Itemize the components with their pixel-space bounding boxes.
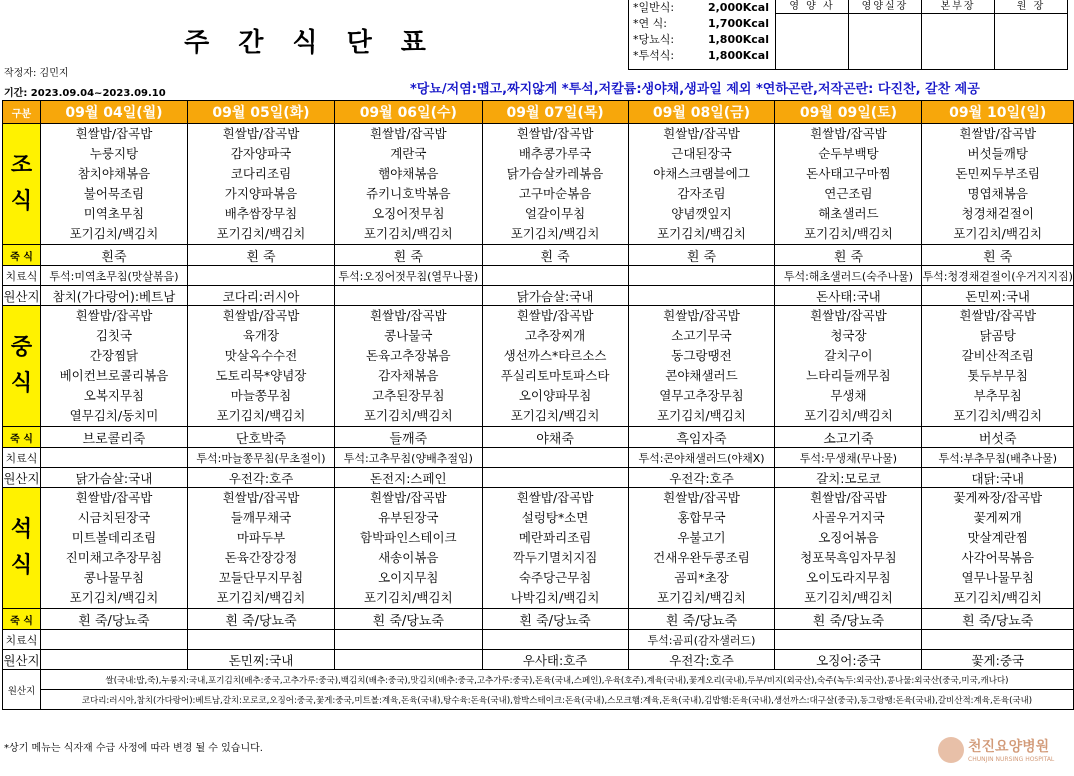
meal-row <box>3 306 1074 427</box>
author: 작정자: 김민지 <box>4 68 69 79</box>
menu-item: 흰쌀밥/잡곡밥 <box>516 308 594 323</box>
chiryo-row-cell: 투석:해초샐러드(숙주나물) <box>775 266 922 286</box>
menu-item: 배추콩가루국 <box>518 146 592 161</box>
menu-cell <box>482 124 628 245</box>
kcal-box <box>628 0 776 70</box>
menu-item: 버섯들깨탕 <box>967 146 1028 161</box>
wonsanji-row-cell: 닭가슴살:국내 <box>482 286 628 306</box>
menu-item: 도토리묵*양념장 <box>215 368 307 383</box>
menu-cell <box>922 124 1074 245</box>
origin-label: 원산지 <box>3 670 41 710</box>
menu-item: 꽃게찌개 <box>973 510 1022 525</box>
day-header: 09월 08일(금) <box>628 101 775 124</box>
wonsanji-row-label: 원산지 <box>3 468 41 488</box>
menu-item: 오이지무침 <box>378 570 439 585</box>
menu-cell <box>482 488 628 609</box>
menu-item: 흰쌀밥/잡곡밥 <box>663 490 740 505</box>
chiryo-row-cell: 투석:마늘쫑무침(무초절이) <box>187 448 334 468</box>
menu-item: 맛살옥수수전 <box>224 348 298 363</box>
origin-row <box>3 690 1074 710</box>
menu-item: 열무나물무침 <box>961 570 1034 585</box>
menu-item: 흰쌀밥/잡곡밥 <box>369 490 447 505</box>
juk-row-cell: 단호박죽 <box>187 427 334 448</box>
chiryo-row <box>3 630 1074 650</box>
juk-row-label: 죽 식 <box>3 427 41 448</box>
menu-item: 육개장 <box>242 328 280 343</box>
menu-item: 포기김치/백김치 <box>69 590 159 605</box>
chiryo-row-cell <box>40 448 187 468</box>
juk-row-cell: 브로콜리죽 <box>40 427 187 448</box>
wonsanji-row-cell: 오징어:중국 <box>775 650 922 670</box>
meal-label: 중 식 <box>3 306 41 427</box>
menu-item: 코다리조림 <box>230 166 292 181</box>
menu-item: 포기김치/백김치 <box>510 226 600 241</box>
menu-item: 흰쌀밥/잡곡밥 <box>516 490 594 505</box>
menu-item: 마늘쫑무침 <box>230 388 292 403</box>
menu-cell <box>335 488 483 609</box>
menu-item: 쥬키니호박볶음 <box>366 186 451 201</box>
juk-row <box>3 609 1074 630</box>
wonsanji-row <box>3 650 1074 670</box>
juk-row-cell: 흰 죽 <box>922 245 1074 266</box>
menu-item: 무생채 <box>830 388 867 403</box>
page-title: 주 간 식 단 표 <box>184 28 436 58</box>
menu-item: 불어묵조림 <box>83 186 145 201</box>
menu-item: 톳두부무침 <box>967 368 1028 383</box>
menu-cell <box>775 124 922 245</box>
menu-item: 닭가슴살카레볶음 <box>506 166 604 181</box>
menu-table <box>2 100 1074 710</box>
menu-item: 마파두부 <box>236 530 286 545</box>
wonsanji-row-cell: 돈사태:국내 <box>775 286 922 306</box>
menu-item: 돈육고추장볶음 <box>366 348 451 363</box>
menu-item: 사골우거지국 <box>812 510 885 525</box>
chiryo-row-cell <box>775 630 922 650</box>
menu-cell <box>187 488 334 609</box>
menu-cell <box>775 306 922 427</box>
logo-sub: CHUNJIN NURSING HOSPITAL <box>968 756 1055 763</box>
juk-row <box>3 427 1074 448</box>
menu-item: 곰피*초장 <box>674 570 729 585</box>
chiryo-row-cell: 투석:곰피(감자샐러드) <box>628 630 775 650</box>
juk-row-cell: 흰 죽/당뇨죽 <box>335 609 483 630</box>
menu-item: 순두부백탕 <box>818 146 879 161</box>
meal-row <box>3 488 1074 609</box>
menu-item: 오이양파무침 <box>518 388 592 403</box>
menu-item: 갈비산적조림 <box>961 348 1034 363</box>
origin-detail: 코다리:러시아,참치(가다랑어):베트남,갈치:모로코,오징어:중국,꽃게:중국,미트볼:계육,돈육(국내),탕수육:돈육(국내),함박스테이크:돈육(국내),스모크햄:계육,돈육(국내),김밥햄:돈육(국내),생선까스:대구살(중국),동그랑땡:돈육(국내),갈비산적:계육,돈육(국내) <box>40 690 1073 710</box>
wonsanji-row-cell <box>482 468 628 488</box>
wonsanji-row-cell: 돈전지:스페인 <box>335 468 483 488</box>
menu-item: 돈사태고구마찜 <box>806 166 891 181</box>
approval-box <box>776 0 1068 70</box>
menu-item: 청경채겉절이 <box>961 206 1034 221</box>
menu-item: 포기김치/백김치 <box>804 226 893 241</box>
menu-item: 포기김치/백김치 <box>216 408 306 423</box>
menu-item: 돈민찌두부조림 <box>955 166 1040 181</box>
menu-item: 포기김치/백김치 <box>657 226 746 241</box>
menu-cell <box>628 306 775 427</box>
menu-item: 오징어볶음 <box>818 530 879 545</box>
juk-row-label: 죽 식 <box>3 245 41 266</box>
menu-item: 감자채볶음 <box>378 368 439 383</box>
menu-item: 닭곰탕 <box>979 328 1016 343</box>
menu-item: 김칫국 <box>95 328 133 343</box>
menu-item: 느타리들깨무침 <box>806 368 891 383</box>
menu-item: 고구마순볶음 <box>518 186 592 201</box>
menu-item: 오이도라지무침 <box>806 570 891 585</box>
wonsanji-row-cell: 대닭:국내 <box>922 468 1074 488</box>
menu-item: 포기김치/백김치 <box>363 590 453 605</box>
wonsanji-row-cell <box>335 286 483 306</box>
origin-row <box>3 670 1074 690</box>
juk-row-cell: 흰 죽 <box>482 245 628 266</box>
day-header: 09월 09일(토) <box>775 101 922 124</box>
juk-row-cell: 흰 죽/당뇨죽 <box>775 609 922 630</box>
menu-cell <box>922 306 1074 427</box>
menu-item: 꼬들단무지무침 <box>218 570 304 585</box>
chiryo-row-cell <box>482 266 628 286</box>
menu-item: 미역초무침 <box>83 206 145 221</box>
menu-item: 포기김치/백김치 <box>953 590 1043 605</box>
menu-item: 명엽채볶음 <box>967 186 1028 201</box>
menu-cell <box>335 124 483 245</box>
menu-item: 포기김치/백김치 <box>657 590 746 605</box>
menu-item: 동그랑땡전 <box>671 348 732 363</box>
menu-item: 콩나물무침 <box>83 570 145 585</box>
wonsanji-row-cell: 참치(가다랑어):베트남 <box>40 286 187 306</box>
logo-name: 천진요양병원 <box>968 739 1050 755</box>
juk-row-cell: 흰 죽 <box>335 245 483 266</box>
menu-item: 맛살계란찜 <box>967 530 1028 545</box>
kcal-row: *투석식: 1,800Kcal <box>633 49 769 62</box>
menu-item: 열무김치/동치미 <box>69 408 159 423</box>
menu-item: 흰쌀밥/잡곡밥 <box>75 126 153 141</box>
menu-item: 콘야채샐러드 <box>665 368 738 383</box>
menu-item: 흰쌀밥/잡곡밥 <box>222 308 300 323</box>
menu-cell <box>922 488 1074 609</box>
chiryo-row-cell: 투석:청경채겉절이(우거지지짐) <box>922 266 1074 286</box>
header-row <box>3 101 1074 124</box>
day-header: 09월 04일(월) <box>40 101 187 124</box>
menu-item: 흰쌀밥/잡곡밥 <box>516 126 594 141</box>
menu-item: 설렁탕*소면 <box>521 510 589 525</box>
chiryo-row-cell <box>335 630 483 650</box>
menu-item: 오복지무침 <box>83 388 145 403</box>
menu-item: 소고기무국 <box>671 328 732 343</box>
menu-cell <box>628 124 775 245</box>
menu-item: 포기김치/백김치 <box>216 226 306 241</box>
wonsanji-row-cell: 우사태:호주 <box>482 650 628 670</box>
juk-row-label: 죽 식 <box>3 609 41 630</box>
menu-item: 돈육간장강정 <box>224 550 298 565</box>
chiryo-row-label: 치료식 <box>3 630 41 650</box>
menu-item: 포기김치/백김치 <box>953 408 1043 423</box>
menu-item: 흰쌀밥/잡곡밥 <box>663 308 740 323</box>
menu-item: 들깨무채국 <box>230 510 292 525</box>
juk-row-cell: 야채죽 <box>482 427 628 448</box>
wonsanji-row-cell: 우전각:호주 <box>628 468 775 488</box>
menu-item: 흰쌀밥/잡곡밥 <box>663 126 740 141</box>
menu-item: 포기김치/백김치 <box>953 226 1043 241</box>
hospital-logo <box>938 736 1054 763</box>
menu-item: 흰쌀밥/잡곡밥 <box>810 126 887 141</box>
menu-item: 깍두기멸치지짐 <box>512 550 598 565</box>
menu-item: 홍합무국 <box>677 510 726 525</box>
menu-item: 메란꽈리조림 <box>518 530 592 545</box>
menu-item: 진미채고추장무침 <box>65 550 163 565</box>
menu-item: 고추장찌개 <box>524 328 586 343</box>
menu-item: 흰쌀밥/잡곡밥 <box>810 308 887 323</box>
kcal-row: *연 식: 1,700Kcal <box>633 17 769 30</box>
footnote: *상기 메뉴는 식자재 수급 사정에 따라 변경 될 수 있습니다. <box>4 743 263 754</box>
chiryo-row <box>3 448 1074 468</box>
chiryo-row-cell: 투석:오징어젓무침(열무나물) <box>335 266 483 286</box>
menu-cell <box>628 488 775 609</box>
wonsanji-row-cell: 우전각:호주 <box>187 468 334 488</box>
menu-item: 흰쌀밥/잡곡밥 <box>810 490 887 505</box>
menu-item: 흰쌀밥/잡곡밥 <box>369 308 447 323</box>
approval-cell: 영양실장 <box>849 0 922 70</box>
menu-item: 참치야채볶음 <box>77 166 151 181</box>
wonsanji-row-cell <box>335 650 483 670</box>
menu-item: 얼갈이무침 <box>524 206 586 221</box>
menu-item: 흰쌀밥/잡곡밥 <box>222 126 300 141</box>
menu-item: 부추무침 <box>973 388 1022 403</box>
wonsanji-row-cell: 돈민찌:국내 <box>187 650 334 670</box>
menu-item: 사각어묵볶음 <box>961 550 1034 565</box>
logo-mark-icon <box>938 737 964 763</box>
chiryo-row-cell <box>482 630 628 650</box>
juk-row-cell: 흰 죽/당뇨죽 <box>482 609 628 630</box>
menu-item: 포기김치/백김치 <box>363 408 453 423</box>
menu-item: 포기김치/백김치 <box>363 226 453 241</box>
day-header: 09월 05일(화) <box>187 101 334 124</box>
menu-item: 함박파인스테이크 <box>360 530 457 545</box>
wonsanji-row <box>3 286 1074 306</box>
menu-item: 포기김치/백김치 <box>804 408 893 423</box>
menu-item: 청포묵흑임자무침 <box>800 550 897 565</box>
menu-item: 포기김치/백김치 <box>657 408 746 423</box>
menu-cell <box>40 306 187 427</box>
juk-row-cell: 흰 죽/당뇨죽 <box>187 609 334 630</box>
menu-item: 감자조림 <box>677 186 726 201</box>
wonsanji-row-cell <box>628 286 775 306</box>
menu-cell <box>40 488 187 609</box>
chiryo-row-cell <box>628 266 775 286</box>
menu-item: 숙주당근무침 <box>518 570 592 585</box>
kcal-row: *일반식: 2,000Kcal <box>633 1 769 14</box>
juk-row-cell: 흰 죽 <box>775 245 922 266</box>
menu-item: 간장찜닭 <box>89 348 139 363</box>
juk-row-cell: 흰 죽/당뇨죽 <box>628 609 775 630</box>
menu-item: 흰쌀밥/잡곡밥 <box>75 490 153 505</box>
juk-row-cell: 버섯죽 <box>922 427 1074 448</box>
juk-row-cell: 소고기죽 <box>775 427 922 448</box>
chiryo-row-label: 치료식 <box>3 266 41 286</box>
juk-row-cell: 흑임자죽 <box>628 427 775 448</box>
menu-item: 포기김치/백김치 <box>804 590 893 605</box>
menu-item: 누룽지탕 <box>89 146 139 161</box>
wonsanji-row-cell: 갈치:모로코 <box>775 468 922 488</box>
meal-label: 조 식 <box>3 124 41 245</box>
menu-item: 오징어젓무침 <box>372 206 445 221</box>
chiryo-row-cell: 투석:무생채(무나물) <box>775 448 922 468</box>
juk-row-cell: 흰 죽/당뇨죽 <box>922 609 1074 630</box>
menu-cell <box>775 488 922 609</box>
menu-item: 흰쌀밥/잡곡밥 <box>959 308 1037 323</box>
chiryo-row-cell: 투석:고추무침(양배추절임) <box>335 448 483 468</box>
kcal-row: *당뇨식: 1,800Kcal <box>633 33 769 46</box>
menu-item: 갈치구이 <box>824 348 873 363</box>
menu-item: 콩나물국 <box>384 328 433 343</box>
chiryo-row-label: 치료식 <box>3 448 41 468</box>
menu-item: 건새우완두콩조림 <box>653 550 750 565</box>
wonsanji-row-cell: 코다리:러시아 <box>187 286 334 306</box>
wonsanji-row-cell: 우전각:호주 <box>628 650 775 670</box>
menu-item: 시금치된장국 <box>77 510 151 525</box>
chiryo-row-cell <box>40 630 187 650</box>
wonsanji-row-cell: 꽃게:중국 <box>922 650 1074 670</box>
menu-item: 가지양파볶음 <box>224 186 298 201</box>
chiryo-row-cell <box>187 630 334 650</box>
menu-item: 햄야채볶음 <box>378 166 439 181</box>
menu-item: 흰쌀밥/잡곡밥 <box>369 126 447 141</box>
juk-row-cell: 흰 죽 <box>187 245 334 266</box>
menu-item: 연근조림 <box>824 186 873 201</box>
menu-item: 해초샐러드 <box>818 206 879 221</box>
menu-item: 우불고기 <box>677 530 726 545</box>
chiryo-row-cell <box>482 448 628 468</box>
menu-item: 푸실리토마토파스타 <box>500 368 610 383</box>
corner-label: 구분 <box>3 101 41 124</box>
wonsanji-row-label: 원산지 <box>3 650 41 670</box>
chiryo-row-cell: 투석:부추무침(배추나물) <box>922 448 1074 468</box>
menu-item: 꽃게짜장/잡곡밥 <box>953 490 1043 505</box>
wonsanji-row-label: 원산지 <box>3 286 41 306</box>
menu-item: 나박김치/백김치 <box>510 590 600 605</box>
menu-item: 근대된장국 <box>671 146 732 161</box>
chiryo-row <box>3 266 1074 286</box>
wonsanji-row-cell: 닭가슴살:국내 <box>40 468 187 488</box>
approval-cell: 영 양 사 <box>776 0 849 70</box>
menu-item: 포기김치/백김치 <box>69 226 159 241</box>
menu-item: 야채스크램블에그 <box>653 166 750 181</box>
juk-row-cell: 흰죽 <box>40 245 187 266</box>
menu-item: 흰쌀밥/잡곡밥 <box>959 126 1037 141</box>
wonsanji-row-cell <box>40 650 187 670</box>
menu-item: 열무고추장무침 <box>659 388 744 403</box>
diet-note: *당뇨/저염:맵고,짜지않게 *투석,저칼륨:생야채,생과일 제외 *연하곤란,저작곤란: 다진찬, 갈찬 제공 <box>410 82 980 97</box>
meal-label: 석 식 <box>3 488 41 609</box>
menu-item: 배추쌈장무침 <box>224 206 298 221</box>
wonsanji-row-cell: 돈민찌:국내 <box>922 286 1074 306</box>
menu-item: 청국장 <box>830 328 867 343</box>
menu-item: 포기김치/백김치 <box>216 590 306 605</box>
juk-row-cell: 흰 죽/당뇨죽 <box>40 609 187 630</box>
chiryo-row-cell: 투석:미역초무침(맛살볶음) <box>40 266 187 286</box>
meal-row <box>3 124 1074 245</box>
chiryo-row-cell <box>922 630 1074 650</box>
menu-cell <box>40 124 187 245</box>
menu-item: 생선까스*타르소스 <box>503 348 607 363</box>
juk-row-cell: 들깨죽 <box>335 427 483 448</box>
menu-item: 새송이볶음 <box>378 550 439 565</box>
menu-item: 흰쌀밥/잡곡밥 <box>75 308 153 323</box>
approval-cell: 원 장 <box>995 0 1068 70</box>
menu-cell <box>335 306 483 427</box>
approval-cell: 본부장 <box>922 0 995 70</box>
juk-row-cell: 흰 죽 <box>628 245 775 266</box>
wonsanji-row <box>3 468 1074 488</box>
menu-item: 감자양파국 <box>230 146 292 161</box>
menu-cell <box>482 306 628 427</box>
day-header: 09월 10일(일) <box>922 101 1074 124</box>
menu-item: 계란국 <box>390 146 427 161</box>
chiryo-row-cell <box>187 266 334 286</box>
menu-item: 포기김치/백김치 <box>510 408 600 423</box>
day-header: 09월 07일(목) <box>482 101 628 124</box>
menu-cell <box>187 124 334 245</box>
menu-cell <box>187 306 334 427</box>
menu-item: 미트볼데리조림 <box>71 530 157 545</box>
menu-item: 고추된장무침 <box>372 388 445 403</box>
menu-item: 베이컨브로콜리볶음 <box>59 368 169 383</box>
juk-row <box>3 245 1074 266</box>
menu-item: 흰쌀밥/잡곡밥 <box>222 490 300 505</box>
chiryo-row-cell: 투석:콘야채샐러드(야채X) <box>628 448 775 468</box>
day-header: 09월 06일(수) <box>335 101 483 124</box>
origin-detail: 쌀(국내:밥,죽),누룽지:국내,포기김치(배추:중국,고추가루:중국),백김치(배추:중국),맛김치(배추:중국,고추가루:중국),돈육(국내,스페인),우육(호주),계육(국내),꽃게오리(국내),두부/비지(외국산),숙주(녹두:외국산),콩나물:외국산(중국,미국,캐나다) <box>40 670 1073 690</box>
period: 기간: 2023.09.04~2023.09.10 <box>4 88 166 99</box>
menu-item: 양념깻잎지 <box>671 206 732 221</box>
menu-item: 유부된장국 <box>378 510 439 525</box>
